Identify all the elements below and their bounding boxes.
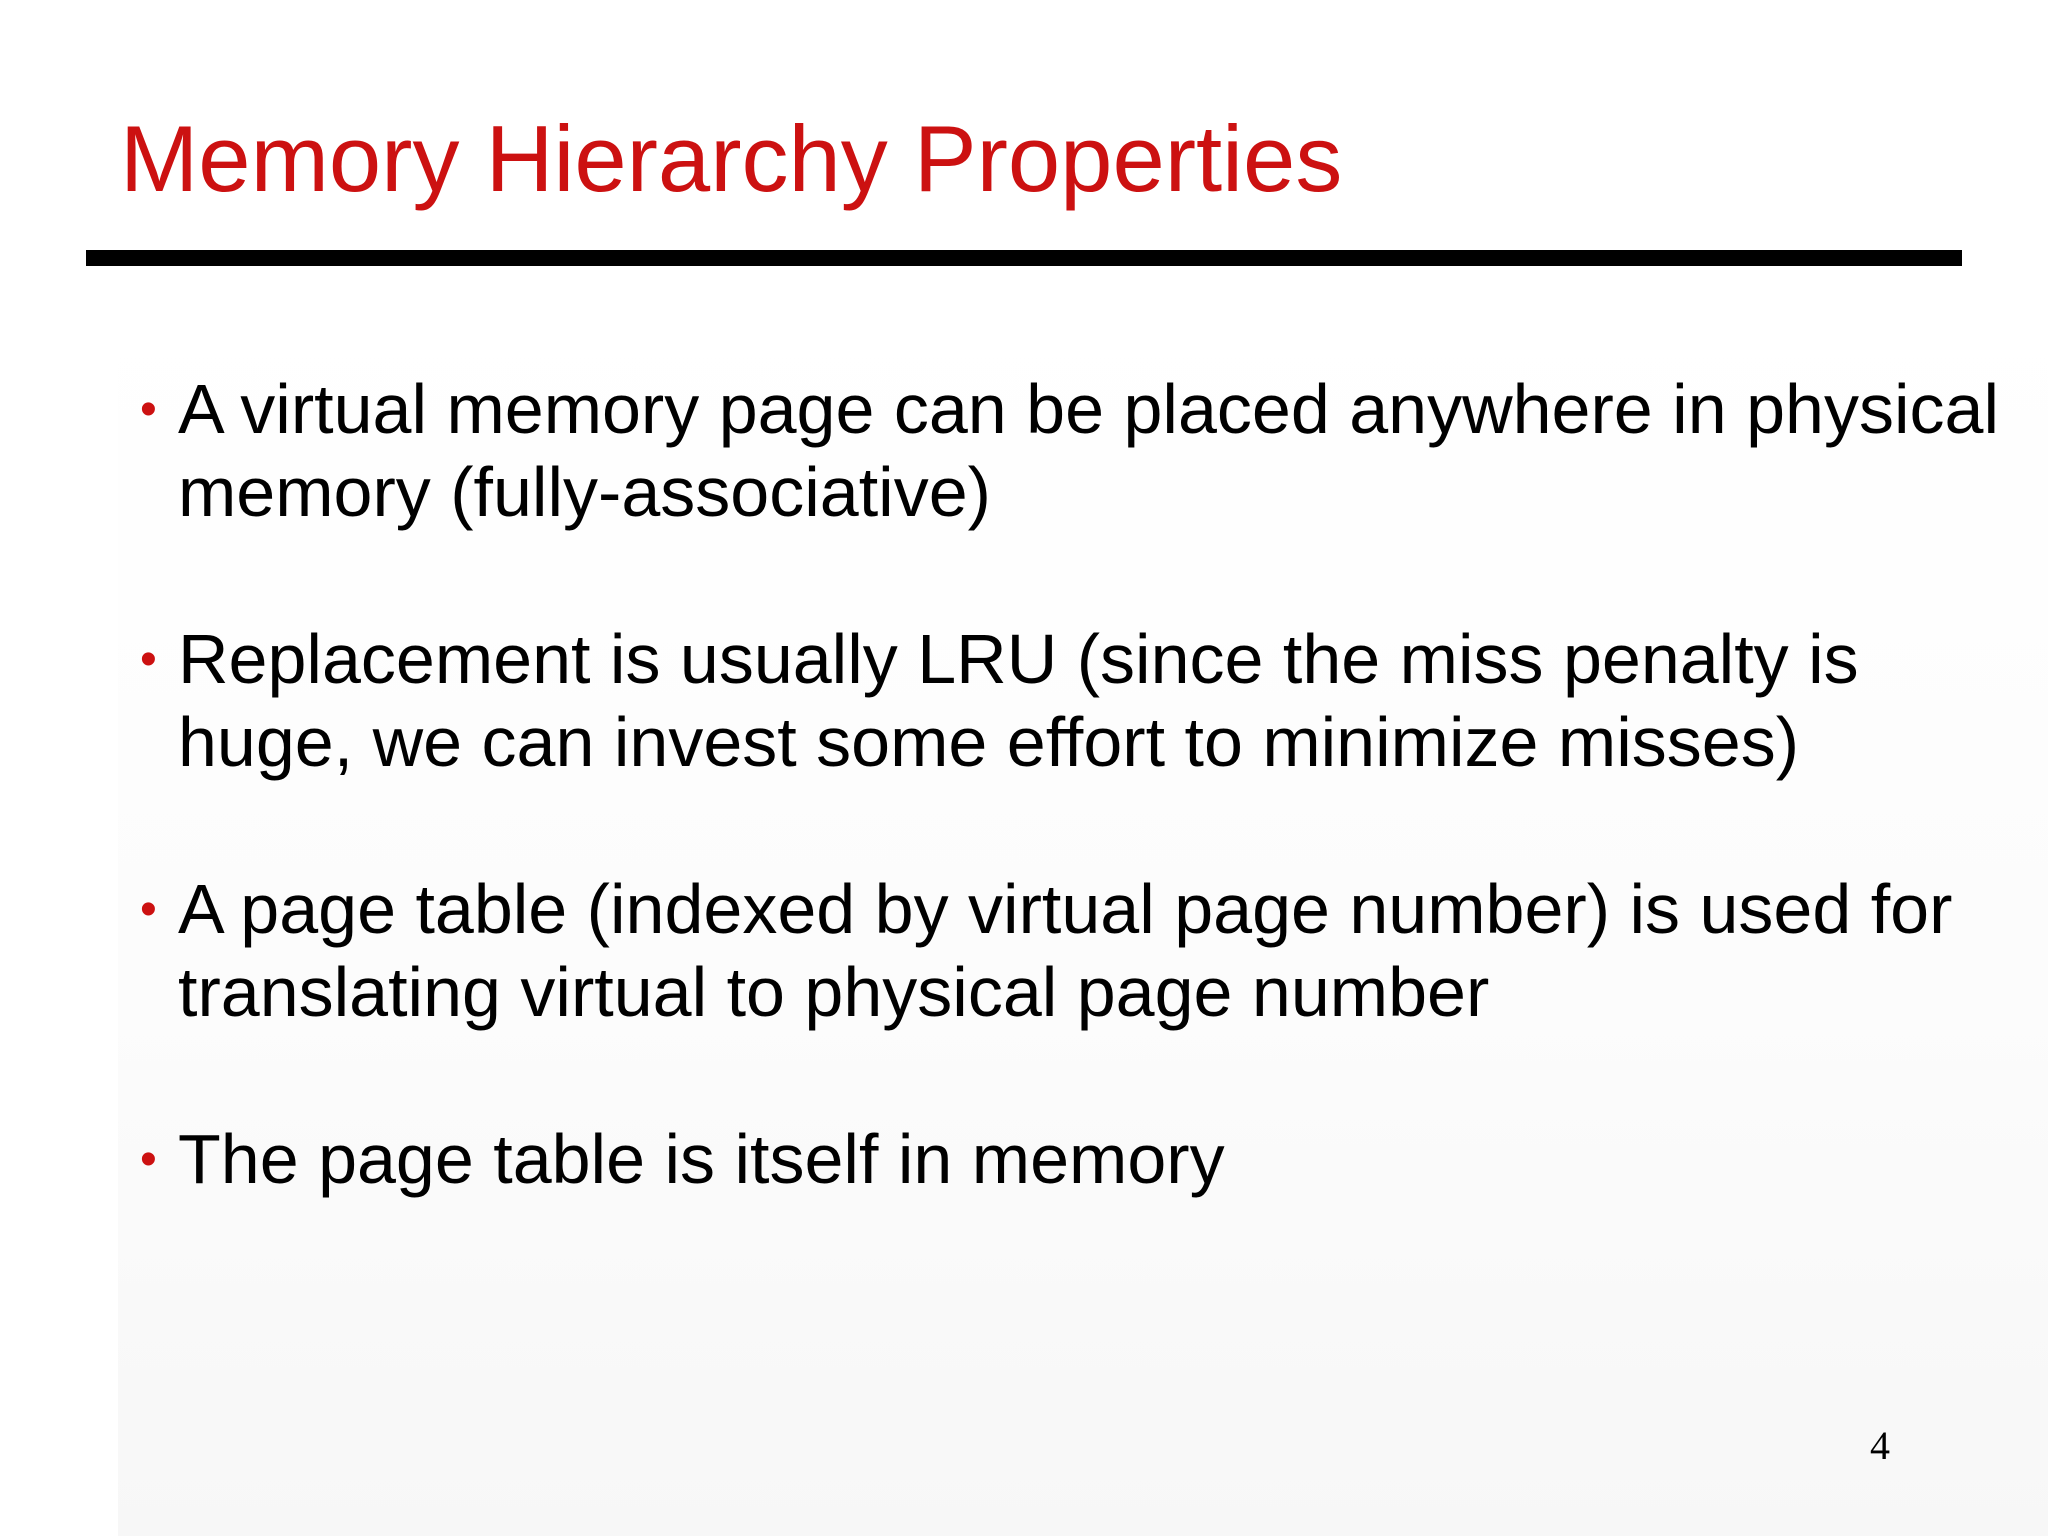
page-number: 4 <box>1870 1423 1890 1468</box>
slide-title: Memory Hierarchy Properties <box>120 106 1343 211</box>
bullet-text: Replacement is usually LRU (since the miss penalty is huge, we can invest some effort to minimize misses) <box>178 620 1859 781</box>
bullet-marker-icon: • <box>140 883 157 936</box>
bullet-marker-icon: • <box>140 1133 157 1186</box>
bullet-marker-icon: • <box>140 383 157 436</box>
bullet-item <box>140 618 2020 784</box>
bullet-text: A virtual memory page can be placed anywhere in physical memory (fully-associative) <box>178 370 1999 531</box>
bullet-text: The page table is itself in memory <box>178 1120 1225 1198</box>
bullet-marker-icon: • <box>140 633 157 686</box>
bullet-item <box>140 1118 2020 1201</box>
title-divider <box>86 250 1962 266</box>
bullet-item <box>140 368 2020 534</box>
bullet-text: A page table (indexed by virtual page number) is used for translating virtual to physical page number <box>178 870 1953 1031</box>
bullet-item <box>140 868 2020 1034</box>
bullet-list <box>140 368 2020 1285</box>
